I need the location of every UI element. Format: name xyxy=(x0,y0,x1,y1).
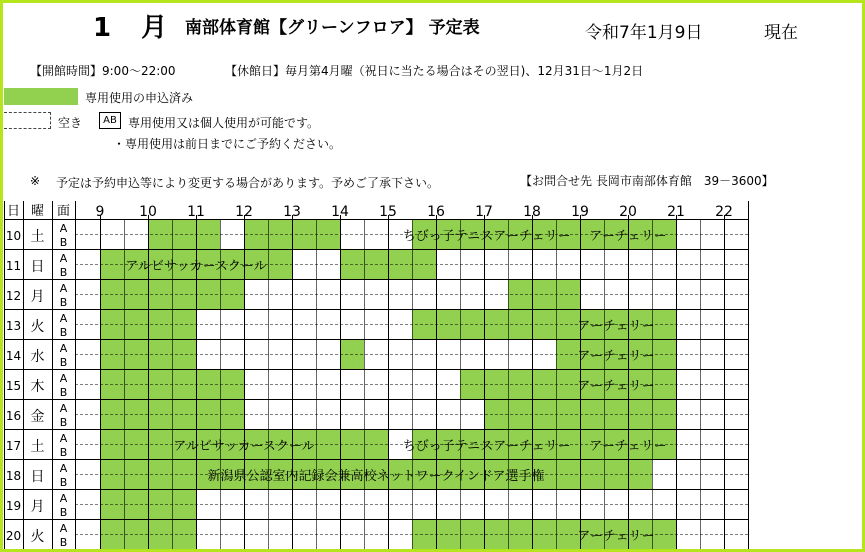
row-face-a: A xyxy=(59,372,68,385)
hour-label: 20 xyxy=(619,204,637,220)
block-label: アーチェリー xyxy=(493,229,571,244)
row-weekday: 木 xyxy=(30,379,45,395)
row-face-a: A xyxy=(59,432,68,445)
block-label: アーチェリー xyxy=(577,379,655,394)
row-face-b: B xyxy=(59,536,68,549)
row-face-b: B xyxy=(59,476,68,489)
row-weekday: 土 xyxy=(30,439,45,455)
hour-label: 18 xyxy=(523,204,541,220)
row-weekday: 火 xyxy=(30,319,45,335)
block-label: アーチェリー xyxy=(589,229,667,244)
row-face-a: A xyxy=(59,402,68,415)
note-mark: ※ xyxy=(30,174,41,188)
block-label: アーチェリー xyxy=(577,319,655,334)
month-label: 1 月 xyxy=(93,13,170,43)
row-face-b: B xyxy=(59,296,68,309)
block-label: アルビサッカースクール xyxy=(125,259,267,274)
block-label: アルビサッカースクール xyxy=(173,439,315,454)
reserved-block xyxy=(508,280,580,309)
hour-label: 14 xyxy=(331,204,349,220)
closed-days: 【休館日】毎月第4月曜（祝日に当たる場合はその翌日)、12月31日～1月2日 xyxy=(225,64,644,78)
row-face-a: A xyxy=(59,342,68,355)
row-face-b: B xyxy=(59,326,68,339)
reserve-note: ・専用使用は前日までにご予約ください。 xyxy=(113,137,342,151)
row-face-b: B xyxy=(59,386,68,399)
hour-label: 11 xyxy=(187,204,205,220)
row-day: 10 xyxy=(5,229,22,243)
row-face-a: A xyxy=(59,282,68,295)
contact-info: 【お問合せ先 長岡市南部体育館 39－3600】 xyxy=(520,174,774,188)
reserved-block xyxy=(148,220,220,249)
row-face-a: A xyxy=(59,312,68,325)
date-label: 令和7年1月9日 xyxy=(585,23,703,43)
hour-label: 15 xyxy=(379,204,397,220)
hour-label: 12 xyxy=(235,204,253,220)
row-day: 16 xyxy=(5,409,22,423)
header-weekday: 曜 xyxy=(30,204,45,219)
block-label: ちびっ子テニス xyxy=(402,229,494,244)
row-face-b: B xyxy=(59,506,68,519)
row-weekday: 月 xyxy=(30,499,45,515)
opening-hours: 【開館時間】9:00～22:00 xyxy=(30,64,176,78)
row-day: 18 xyxy=(5,469,22,483)
row-face-b: B xyxy=(59,236,68,249)
hour-label: 22 xyxy=(715,204,733,220)
legend-reserved-label: 専用使用の申込済み xyxy=(85,91,194,105)
hour-label: 21 xyxy=(667,204,685,220)
header-day: 日 xyxy=(6,204,21,219)
now-label: 現在 xyxy=(764,23,798,43)
row-day: 19 xyxy=(5,499,22,513)
header-face: 面 xyxy=(56,204,71,219)
block-label: アーチェリー xyxy=(577,349,655,364)
row-face-a: A xyxy=(59,492,68,505)
row-weekday: 月 xyxy=(30,289,45,305)
row-day: 13 xyxy=(5,319,22,333)
row-face-a: A xyxy=(59,222,68,235)
block-label: アーチェリー xyxy=(577,529,655,544)
page-title: 南部体育館【グリーンフロア】 予定表 xyxy=(185,18,480,38)
hour-label: 16 xyxy=(427,204,445,220)
row-weekday: 日 xyxy=(30,469,45,485)
block-label: ちびっ子テニス xyxy=(402,439,494,454)
row-day: 14 xyxy=(5,349,22,363)
legend-empty-label: 空き xyxy=(58,116,83,130)
row-weekday: 日 xyxy=(30,259,45,275)
row-face-b: B xyxy=(59,446,68,459)
hour-label: 13 xyxy=(283,204,301,220)
row-day: 15 xyxy=(5,379,22,393)
row-face-b: B xyxy=(59,266,68,279)
row-day: 20 xyxy=(5,529,22,543)
legend-ab-box: AB xyxy=(99,112,121,129)
row-weekday: 金 xyxy=(30,409,45,425)
legend-ab-label: 専用使用又は個人使用が可能です。 xyxy=(128,116,320,130)
row-face-a: A xyxy=(59,462,68,475)
row-day: 11 xyxy=(5,259,22,273)
row-face-b: B xyxy=(59,356,68,369)
row-weekday: 土 xyxy=(30,229,45,245)
change-note: 予定は予約申込等により変更する場合があります。予めご了承下さい。 xyxy=(56,176,440,190)
row-day: 17 xyxy=(5,439,22,453)
row-weekday: 水 xyxy=(30,349,45,365)
hour-label: 9 xyxy=(95,204,105,220)
hour-label: 19 xyxy=(571,204,589,220)
block-label: 新潟県公認室内記録会兼高校ネットワークインドア選手権 xyxy=(207,469,545,484)
hour-label: 10 xyxy=(139,204,157,220)
block-label: アーチェリー xyxy=(493,439,571,454)
row-weekday: 火 xyxy=(30,529,45,545)
row-face-a: A xyxy=(59,522,68,535)
row-face-b: B xyxy=(59,416,68,429)
row-day: 12 xyxy=(5,289,22,303)
block-label: アーチェリー xyxy=(589,439,667,454)
hour-label: 17 xyxy=(475,204,493,220)
row-face-a: A xyxy=(59,252,68,265)
